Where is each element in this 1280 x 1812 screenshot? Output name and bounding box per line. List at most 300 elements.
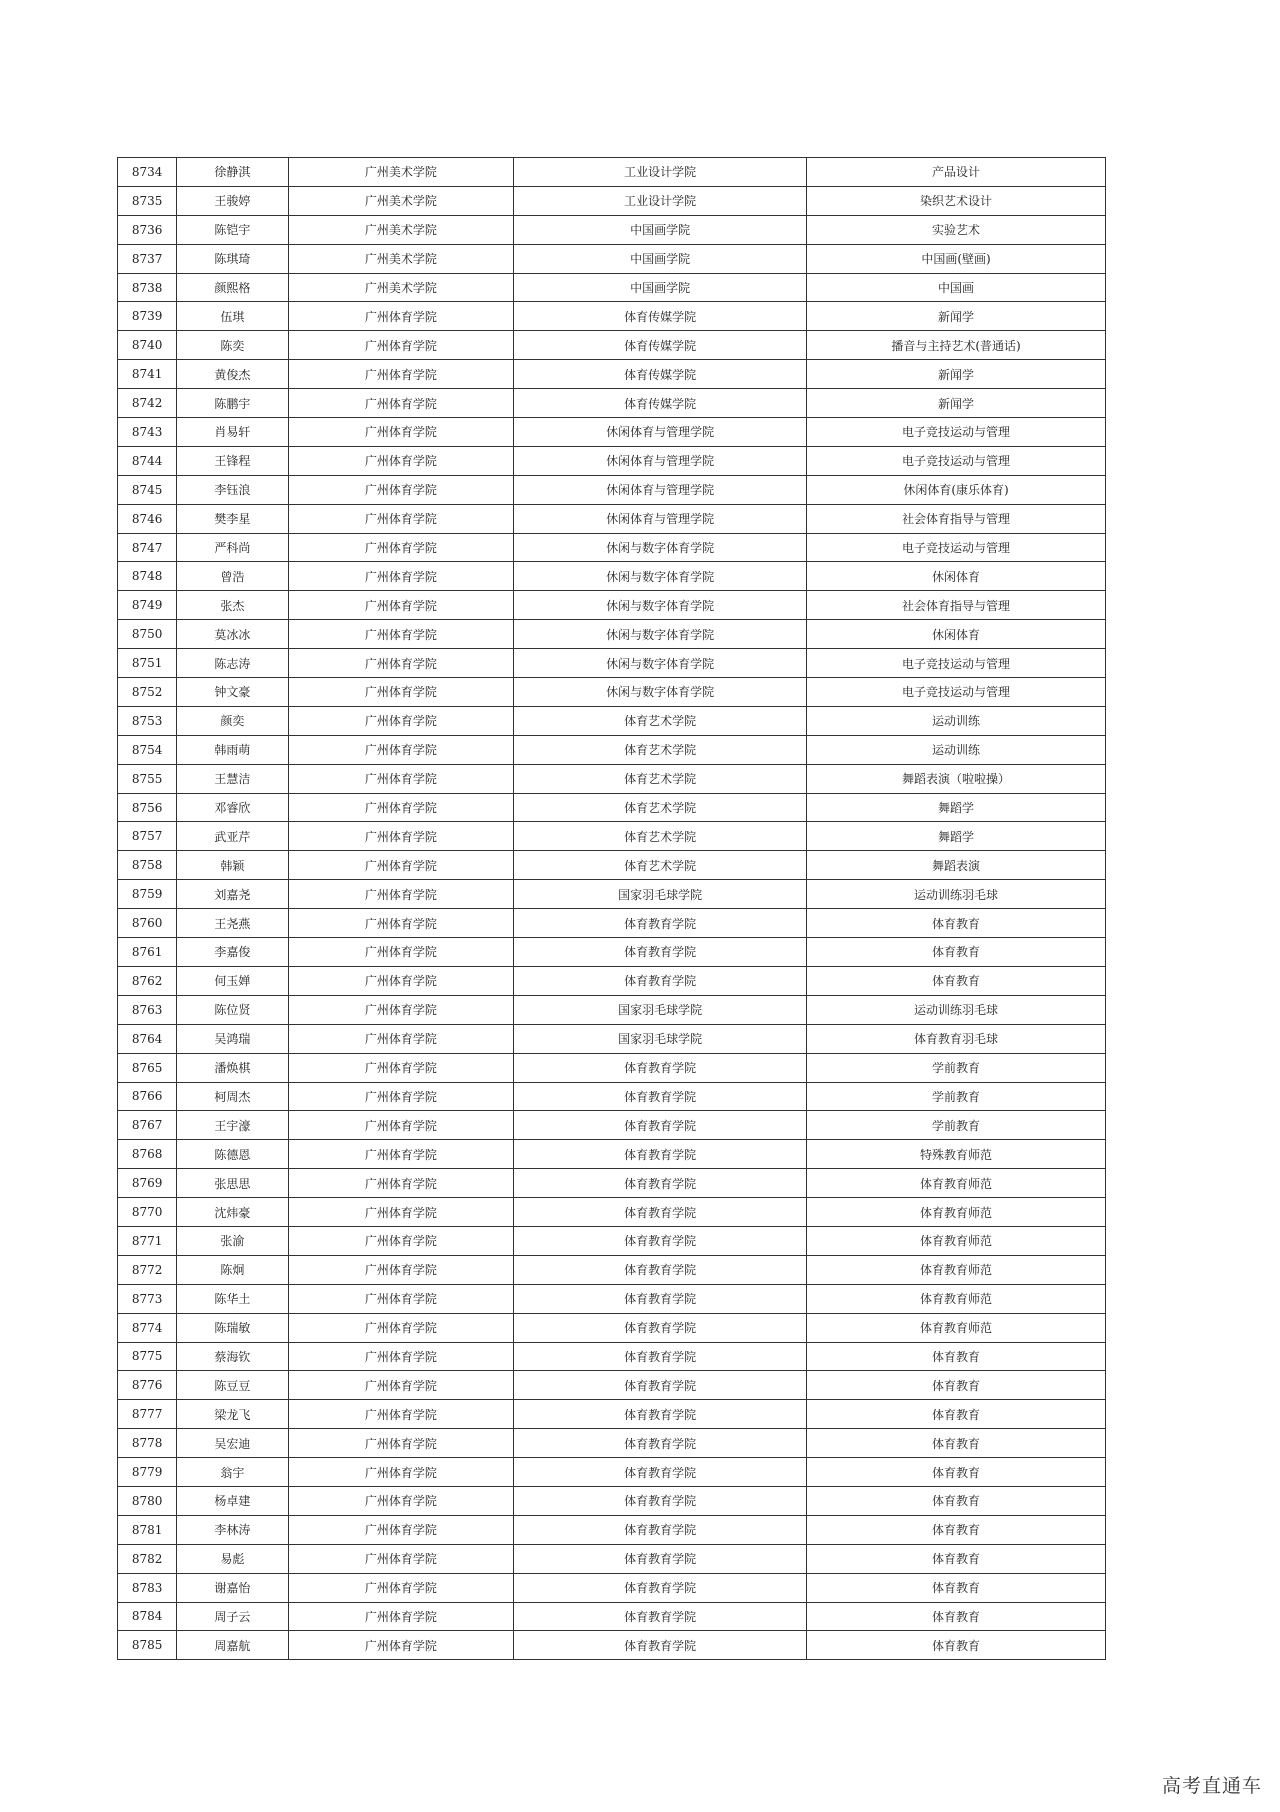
major-cell: 学前教育: [807, 1053, 1106, 1082]
major-cell: 学前教育: [807, 1111, 1106, 1140]
university-cell: 广州美术学院: [288, 186, 514, 215]
major-cell: 体育教育师范: [807, 1169, 1106, 1198]
major-cell: 运动训练羽毛球: [807, 995, 1106, 1024]
row-number-cell: 8772: [118, 1255, 177, 1284]
table-row: [118, 1429, 1106, 1458]
college-cell: 体育艺术学院: [514, 793, 807, 822]
student-name-cell: 钟文豪: [177, 678, 288, 707]
college-cell: 休闲体育与管理学院: [514, 418, 807, 447]
row-number-cell: 8749: [118, 591, 177, 620]
row-number-cell: 8785: [118, 1631, 177, 1660]
major-cell: 新闻学: [807, 360, 1106, 389]
table-row: [118, 706, 1106, 735]
table-row: [118, 1198, 1106, 1227]
major-cell: 社会体育指导与管理: [807, 504, 1106, 533]
university-cell: 广州体育学院: [288, 1458, 514, 1487]
row-number-cell: 8771: [118, 1226, 177, 1255]
university-cell: 广州体育学院: [288, 880, 514, 909]
college-cell: 体育教育学院: [514, 1486, 807, 1515]
major-cell: 体育教育: [807, 1400, 1106, 1429]
college-cell: 体育教育学院: [514, 1342, 807, 1371]
student-name-cell: 陈炯: [177, 1255, 288, 1284]
student-name-cell: 陈奕: [177, 331, 288, 360]
student-name-cell: 韩颖: [177, 851, 288, 880]
row-number-cell: 8769: [118, 1169, 177, 1198]
college-cell: 休闲体育与管理学院: [514, 446, 807, 475]
major-cell: 运动训练: [807, 706, 1106, 735]
major-cell: 体育教育师范: [807, 1284, 1106, 1313]
row-number-cell: 8753: [118, 706, 177, 735]
student-name-cell: 陈志涛: [177, 649, 288, 678]
table-row: [118, 1544, 1106, 1573]
university-cell: 广州体育学院: [288, 938, 514, 967]
college-cell: 体育教育学院: [514, 1602, 807, 1631]
major-cell: 体育教育: [807, 909, 1106, 938]
university-cell: 广州体育学院: [288, 1573, 514, 1602]
student-name-cell: 韩雨萌: [177, 735, 288, 764]
university-cell: 广州体育学院: [288, 418, 514, 447]
table-row: [118, 1226, 1106, 1255]
student-name-cell: 翁宇: [177, 1458, 288, 1487]
major-cell: 体育教育: [807, 938, 1106, 967]
university-cell: 广州体育学院: [288, 591, 514, 620]
major-cell: 实验艺术: [807, 215, 1106, 244]
student-name-cell: 肖易轩: [177, 418, 288, 447]
major-cell: 社会体育指导与管理: [807, 591, 1106, 620]
student-name-cell: 樊李星: [177, 504, 288, 533]
major-cell: 体育教育: [807, 1458, 1106, 1487]
university-cell: 广州体育学院: [288, 1140, 514, 1169]
college-cell: 体育教育学院: [514, 966, 807, 995]
row-number-cell: 8770: [118, 1198, 177, 1227]
college-cell: 体育教育学院: [514, 1226, 807, 1255]
college-cell: 休闲与数字体育学院: [514, 678, 807, 707]
university-cell: 广州体育学院: [288, 620, 514, 649]
university-cell: 广州体育学院: [288, 735, 514, 764]
major-cell: 体育教育师范: [807, 1255, 1106, 1284]
university-cell: 广州美术学院: [288, 215, 514, 244]
student-name-cell: 王宇濠: [177, 1111, 288, 1140]
university-cell: 广州体育学院: [288, 475, 514, 504]
college-cell: 体育艺术学院: [514, 735, 807, 764]
student-name-cell: 李钰浪: [177, 475, 288, 504]
university-cell: 广州体育学院: [288, 1631, 514, 1660]
table-row: [118, 735, 1106, 764]
college-cell: 体育艺术学院: [514, 706, 807, 735]
row-number-cell: 8766: [118, 1082, 177, 1111]
row-number-cell: 8763: [118, 995, 177, 1024]
university-cell: 广州体育学院: [288, 649, 514, 678]
table-row: [118, 360, 1106, 389]
college-cell: 体育教育学院: [514, 1169, 807, 1198]
student-name-cell: 李嘉俊: [177, 938, 288, 967]
row-number-cell: 8780: [118, 1486, 177, 1515]
student-name-cell: 刘嘉尧: [177, 880, 288, 909]
student-name-cell: 黄俊杰: [177, 360, 288, 389]
row-number-cell: 8745: [118, 475, 177, 504]
university-cell: 广州体育学院: [288, 966, 514, 995]
major-cell: 休闲体育: [807, 620, 1106, 649]
table-row: [118, 302, 1106, 331]
row-number-cell: 8741: [118, 360, 177, 389]
major-cell: 体育教育: [807, 966, 1106, 995]
university-cell: 广州体育学院: [288, 533, 514, 562]
college-cell: 休闲与数字体育学院: [514, 562, 807, 591]
college-cell: 体育艺术学院: [514, 822, 807, 851]
university-cell: 广州体育学院: [288, 1371, 514, 1400]
college-cell: 体育教育学院: [514, 1631, 807, 1660]
student-name-cell: 张杰: [177, 591, 288, 620]
row-number-cell: 8743: [118, 418, 177, 447]
major-cell: 体育教育师范: [807, 1226, 1106, 1255]
table-row: [118, 1313, 1106, 1342]
student-name-cell: 武亚芹: [177, 822, 288, 851]
university-cell: 广州体育学院: [288, 1053, 514, 1082]
row-number-cell: 8761: [118, 938, 177, 967]
row-number-cell: 8774: [118, 1313, 177, 1342]
university-cell: 广州体育学院: [288, 504, 514, 533]
university-cell: 广州美术学院: [288, 244, 514, 273]
table-row: [118, 1140, 1106, 1169]
student-name-cell: 陈鹏宇: [177, 389, 288, 418]
table-row: [118, 1486, 1106, 1515]
university-cell: 广州体育学院: [288, 1284, 514, 1313]
major-cell: 体育教育: [807, 1573, 1106, 1602]
table-row: [118, 244, 1106, 273]
college-cell: 体育教育学院: [514, 1573, 807, 1602]
major-cell: 体育教育: [807, 1429, 1106, 1458]
table-row: [118, 475, 1106, 504]
college-cell: 国家羽毛球学院: [514, 880, 807, 909]
university-cell: 广州体育学院: [288, 1255, 514, 1284]
table-row: [118, 851, 1106, 880]
university-cell: 广州体育学院: [288, 389, 514, 418]
table-row: [118, 215, 1106, 244]
table-row: [118, 1631, 1106, 1660]
university-cell: 广州体育学院: [288, 1400, 514, 1429]
table-row: [118, 504, 1106, 533]
college-cell: 体育教育学院: [514, 1515, 807, 1544]
row-number-cell: 8742: [118, 389, 177, 418]
row-number-cell: 8754: [118, 735, 177, 764]
university-cell: 广州体育学院: [288, 1226, 514, 1255]
table-row: [118, 966, 1106, 995]
row-number-cell: 8738: [118, 273, 177, 302]
major-cell: 电子竞技运动与管理: [807, 678, 1106, 707]
university-cell: 广州体育学院: [288, 851, 514, 880]
major-cell: 舞蹈学: [807, 822, 1106, 851]
table-row: [118, 1371, 1106, 1400]
student-name-cell: 吴鸿瑞: [177, 1024, 288, 1053]
college-cell: 体育教育学院: [514, 1371, 807, 1400]
college-cell: 中国画学院: [514, 215, 807, 244]
university-cell: 广州体育学院: [288, 360, 514, 389]
student-name-cell: 张渝: [177, 1226, 288, 1255]
major-cell: 体育教育: [807, 1602, 1106, 1631]
row-number-cell: 8752: [118, 678, 177, 707]
major-cell: 染织艺术设计: [807, 186, 1106, 215]
major-cell: 产品设计: [807, 158, 1106, 187]
university-cell: 广州体育学院: [288, 331, 514, 360]
row-number-cell: 8768: [118, 1140, 177, 1169]
university-cell: 广州体育学院: [288, 706, 514, 735]
major-cell: 电子竞技运动与管理: [807, 446, 1106, 475]
university-cell: 广州体育学院: [288, 995, 514, 1024]
student-name-cell: 杨卓建: [177, 1486, 288, 1515]
university-cell: 广州体育学院: [288, 909, 514, 938]
major-cell: 学前教育: [807, 1082, 1106, 1111]
row-number-cell: 8758: [118, 851, 177, 880]
student-name-cell: 蔡海钦: [177, 1342, 288, 1371]
table-row: [118, 273, 1106, 302]
college-cell: 体育教育学院: [514, 1082, 807, 1111]
row-number-cell: 8735: [118, 186, 177, 215]
table-row: [118, 446, 1106, 475]
major-cell: 体育教育: [807, 1371, 1106, 1400]
university-cell: 广州体育学院: [288, 1486, 514, 1515]
table-row: [118, 1602, 1106, 1631]
major-cell: 中国画(壁画): [807, 244, 1106, 273]
row-number-cell: 8784: [118, 1602, 177, 1631]
table-row: [118, 880, 1106, 909]
row-number-cell: 8777: [118, 1400, 177, 1429]
college-cell: 体育教育学院: [514, 938, 807, 967]
major-cell: 特殊教育师范: [807, 1140, 1106, 1169]
major-cell: 电子竞技运动与管理: [807, 533, 1106, 562]
table-row: [118, 591, 1106, 620]
major-cell: 体育教育: [807, 1342, 1106, 1371]
college-cell: 休闲与数字体育学院: [514, 649, 807, 678]
table-row: [118, 418, 1106, 447]
major-cell: 休闲体育(康乐体育): [807, 475, 1106, 504]
row-number-cell: 8773: [118, 1284, 177, 1313]
college-cell: 休闲体育与管理学院: [514, 504, 807, 533]
college-cell: 工业设计学院: [514, 158, 807, 187]
row-number-cell: 8779: [118, 1458, 177, 1487]
college-cell: 休闲与数字体育学院: [514, 533, 807, 562]
table-row: [118, 764, 1106, 793]
table-row: [118, 909, 1106, 938]
university-cell: 广州体育学院: [288, 1111, 514, 1140]
table-row: [118, 1400, 1106, 1429]
college-cell: 体育教育学院: [514, 1544, 807, 1573]
student-name-cell: 王慧洁: [177, 764, 288, 793]
university-cell: 广州体育学院: [288, 1544, 514, 1573]
row-number-cell: 8778: [118, 1429, 177, 1458]
university-cell: 广州美术学院: [288, 273, 514, 302]
table-row: [118, 331, 1106, 360]
college-cell: 体育教育学院: [514, 1284, 807, 1313]
college-cell: 工业设计学院: [514, 186, 807, 215]
table-row: [118, 1255, 1106, 1284]
college-cell: 中国画学院: [514, 273, 807, 302]
college-cell: 休闲体育与管理学院: [514, 475, 807, 504]
major-cell: 体育教育师范: [807, 1198, 1106, 1227]
major-cell: 舞蹈表演: [807, 851, 1106, 880]
major-cell: 电子竞技运动与管理: [807, 418, 1106, 447]
major-cell: 电子竞技运动与管理: [807, 649, 1106, 678]
row-number-cell: 8762: [118, 966, 177, 995]
table-row: [118, 620, 1106, 649]
college-cell: 体育传媒学院: [514, 302, 807, 331]
university-cell: 广州体育学院: [288, 1342, 514, 1371]
university-cell: 广州体育学院: [288, 1082, 514, 1111]
university-cell: 广州体育学院: [288, 1169, 514, 1198]
table-row: [118, 1284, 1106, 1313]
university-cell: 广州体育学院: [288, 302, 514, 331]
college-cell: 中国画学院: [514, 244, 807, 273]
student-name-cell: 谢嘉怡: [177, 1573, 288, 1602]
college-cell: 体育教育学院: [514, 1429, 807, 1458]
row-number-cell: 8755: [118, 764, 177, 793]
student-name-cell: 陈琪琦: [177, 244, 288, 273]
row-number-cell: 8734: [118, 158, 177, 187]
university-cell: 广州体育学院: [288, 764, 514, 793]
table-row: [118, 1515, 1106, 1544]
college-cell: 体育教育学院: [514, 909, 807, 938]
university-cell: 广州体育学院: [288, 1024, 514, 1053]
college-cell: 体育教育学院: [514, 1053, 807, 1082]
row-number-cell: 8740: [118, 331, 177, 360]
roster-table: [117, 157, 1106, 1660]
student-name-cell: 陈豆豆: [177, 1371, 288, 1400]
row-number-cell: 8751: [118, 649, 177, 678]
student-name-cell: 颜熙格: [177, 273, 288, 302]
college-cell: 体育教育学院: [514, 1255, 807, 1284]
university-cell: 广州体育学院: [288, 562, 514, 591]
row-number-cell: 8757: [118, 822, 177, 851]
major-cell: 体育教育: [807, 1486, 1106, 1515]
college-cell: 体育教育学院: [514, 1140, 807, 1169]
major-cell: 舞蹈学: [807, 793, 1106, 822]
table-row: [118, 649, 1106, 678]
table-row: [118, 1111, 1106, 1140]
college-cell: 体育传媒学院: [514, 389, 807, 418]
table-row: [118, 1342, 1106, 1371]
student-name-cell: 易彪: [177, 1544, 288, 1573]
college-cell: 体育教育学院: [514, 1313, 807, 1342]
student-name-cell: 徐静淇: [177, 158, 288, 187]
student-name-cell: 周嘉航: [177, 1631, 288, 1660]
row-number-cell: 8756: [118, 793, 177, 822]
student-name-cell: 柯周杰: [177, 1082, 288, 1111]
college-cell: 体育教育学院: [514, 1198, 807, 1227]
row-number-cell: 8747: [118, 533, 177, 562]
major-cell: 休闲体育: [807, 562, 1106, 591]
university-cell: 广州美术学院: [288, 158, 514, 187]
student-name-cell: 李林涛: [177, 1515, 288, 1544]
row-number-cell: 8744: [118, 446, 177, 475]
college-cell: 国家羽毛球学院: [514, 995, 807, 1024]
table-row: [118, 678, 1106, 707]
table-row: [118, 1458, 1106, 1487]
row-number-cell: 8750: [118, 620, 177, 649]
major-cell: 体育教育: [807, 1544, 1106, 1573]
row-number-cell: 8739: [118, 302, 177, 331]
major-cell: 体育教育师范: [807, 1313, 1106, 1342]
watermark-text: 高考直通车: [1161, 1775, 1262, 1797]
university-cell: 广州体育学院: [288, 1602, 514, 1631]
row-number-cell: 8748: [118, 562, 177, 591]
row-number-cell: 8767: [118, 1111, 177, 1140]
college-cell: 体育传媒学院: [514, 331, 807, 360]
university-cell: 广州体育学院: [288, 1198, 514, 1227]
college-cell: 国家羽毛球学院: [514, 1024, 807, 1053]
table-row: [118, 995, 1106, 1024]
university-cell: 广州体育学院: [288, 678, 514, 707]
college-cell: 体育教育学院: [514, 1400, 807, 1429]
row-number-cell: 8775: [118, 1342, 177, 1371]
table-row: [118, 822, 1106, 851]
major-cell: 播音与主持艺术(普通话): [807, 331, 1106, 360]
table-row: [118, 389, 1106, 418]
university-cell: 广州体育学院: [288, 1515, 514, 1544]
major-cell: 中国画: [807, 273, 1106, 302]
student-name-cell: 周子云: [177, 1602, 288, 1631]
student-name-cell: 颜奕: [177, 706, 288, 735]
table-row: [118, 1573, 1106, 1602]
university-cell: 广州体育学院: [288, 1429, 514, 1458]
row-number-cell: 8759: [118, 880, 177, 909]
table-row: [118, 1053, 1106, 1082]
student-name-cell: 邓睿欣: [177, 793, 288, 822]
college-cell: 休闲与数字体育学院: [514, 620, 807, 649]
student-name-cell: 王骏婷: [177, 186, 288, 215]
student-name-cell: 沈炜豪: [177, 1198, 288, 1227]
student-name-cell: 张思思: [177, 1169, 288, 1198]
row-number-cell: 8760: [118, 909, 177, 938]
university-cell: 广州体育学院: [288, 446, 514, 475]
major-cell: 运动训练: [807, 735, 1106, 764]
table-row: [118, 1169, 1106, 1198]
college-cell: 休闲与数字体育学院: [514, 591, 807, 620]
row-number-cell: 8783: [118, 1573, 177, 1602]
student-name-cell: 吴宏迪: [177, 1429, 288, 1458]
student-name-cell: 陈瑞敏: [177, 1313, 288, 1342]
major-cell: 运动训练羽毛球: [807, 880, 1106, 909]
table-row: [118, 158, 1106, 187]
row-number-cell: 8737: [118, 244, 177, 273]
table-row: [118, 562, 1106, 591]
college-cell: 体育教育学院: [514, 1111, 807, 1140]
student-name-cell: 陈铠宇: [177, 215, 288, 244]
table-row: [118, 938, 1106, 967]
row-number-cell: 8781: [118, 1515, 177, 1544]
major-cell: 新闻学: [807, 302, 1106, 331]
college-cell: 体育艺术学院: [514, 764, 807, 793]
student-name-cell: 伍琪: [177, 302, 288, 331]
row-number-cell: 8764: [118, 1024, 177, 1053]
major-cell: 体育教育: [807, 1515, 1106, 1544]
table-row: [118, 186, 1106, 215]
student-name-cell: 王尧燕: [177, 909, 288, 938]
row-number-cell: 8746: [118, 504, 177, 533]
table-row: [118, 793, 1106, 822]
major-cell: 体育教育: [807, 1631, 1106, 1660]
major-cell: 体育教育羽毛球: [807, 1024, 1106, 1053]
student-name-cell: 梁龙飞: [177, 1400, 288, 1429]
row-number-cell: 8736: [118, 215, 177, 244]
college-cell: 体育教育学院: [514, 1458, 807, 1487]
student-name-cell: 严科尚: [177, 533, 288, 562]
student-name-cell: 王锋程: [177, 446, 288, 475]
student-name-cell: 陈德恩: [177, 1140, 288, 1169]
student-name-cell: 陈华土: [177, 1284, 288, 1313]
table-row: [118, 1024, 1106, 1053]
major-cell: 舞蹈表演（啦啦操）: [807, 764, 1106, 793]
table-row: [118, 1082, 1106, 1111]
student-name-cell: 莫冰冰: [177, 620, 288, 649]
